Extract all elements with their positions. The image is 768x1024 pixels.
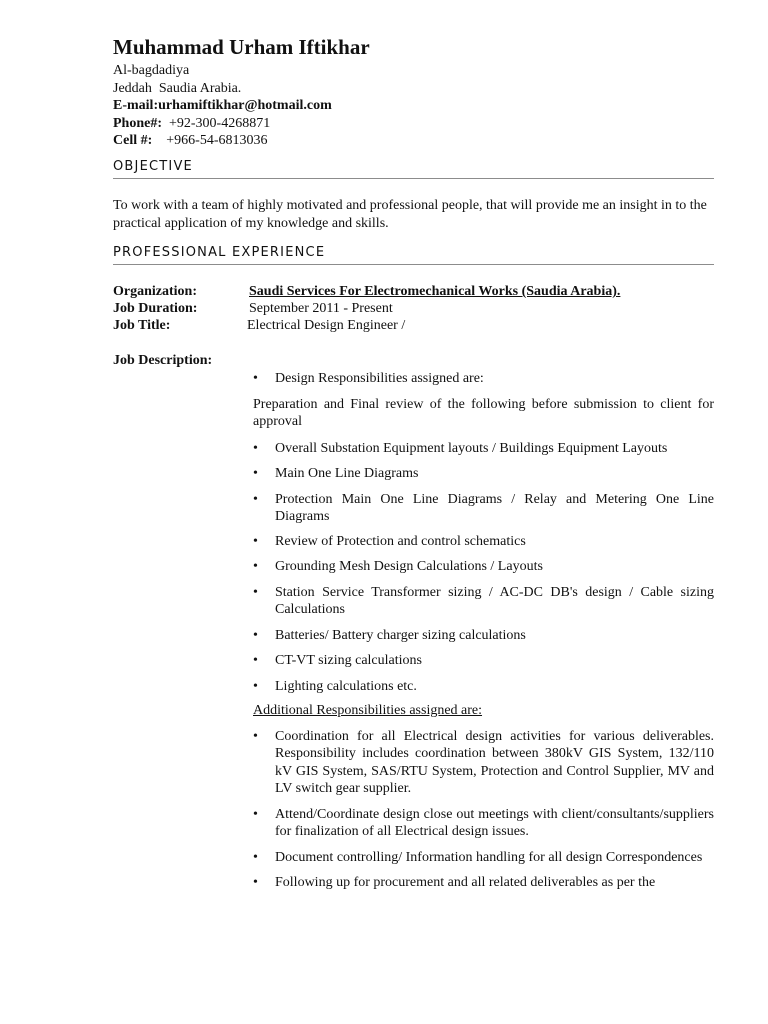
bullet-dot: •	[253, 584, 258, 600]
objective-text: To work with a team of highly motivated and professional people, that will provide me an insight in to the practical application of my knowledge and skills.	[113, 198, 707, 231]
cell-value: +966-54-6813036	[166, 133, 268, 148]
bullet-dot: •	[253, 627, 258, 643]
design-item	[253, 491, 714, 526]
address-line-2: Jeddah Saudia Arabia.	[113, 80, 242, 96]
email-line: E-mail:urhamiftikhar@hotmail.com	[113, 98, 332, 113]
address-line-1: Al-bagdadiya	[113, 63, 190, 78]
organization-value: Saudi Services For Electromechanical Works (Saudia Arabia).	[249, 284, 621, 299]
design-item-text: Batteries/ Battery charger sizing calculations	[275, 627, 526, 643]
organization-label: Organization:	[113, 284, 197, 299]
bullet-dot: •	[253, 491, 258, 507]
bullet-dot: •	[253, 678, 258, 694]
design-item	[253, 627, 714, 645]
bullet-dot: •	[253, 806, 258, 822]
design-item	[253, 678, 714, 696]
bullet-dot: •	[253, 466, 258, 481]
design-item-text: Lighting calculations etc.	[275, 678, 417, 694]
bullet-dot: •	[253, 440, 258, 456]
additional-item-text: Coordination for all Electrical design activities for various deliverables. Responsibility includes coordination between 380kV GIS System, 132/110 kV GIS System, SAS/RTU System, Protection and Control Supplier, MV and LV switch gear supplier.	[275, 728, 714, 796]
design-item	[253, 533, 714, 551]
design-item	[253, 465, 714, 483]
design-item-text: Station Service Transformer sizing / AC-DC DB's design / Cable sizing Calculations	[275, 584, 714, 617]
phone-line	[113, 115, 332, 133]
additional-item-text: Document controlling/ Information handling for all design Correspondences	[275, 849, 703, 865]
bullet-dot: •	[253, 533, 258, 549]
design-item	[253, 584, 714, 619]
duration-value: September 2011 - Present	[249, 301, 393, 316]
experience-heading: PROFESSIONAL EXPERIENCE	[113, 245, 714, 265]
additional-item	[253, 728, 714, 798]
phone-label: Phone#:	[113, 115, 162, 131]
job-description-label: Job Description:	[113, 353, 213, 368]
contact-block	[113, 62, 332, 150]
design-intro-text: Design Responsibilities assigned are:	[275, 371, 484, 386]
job-description	[253, 370, 714, 892]
design-item-text: CT-VT sizing calculations	[275, 653, 422, 668]
job-title-value: Electrical Design Engineer /	[247, 318, 406, 333]
additional-item-text: Attend/Coordinate design close out meetings with client/consultants/suppliers for finalization of all Electrical design issues.	[275, 806, 714, 839]
cell-label: Cell #:	[113, 133, 153, 148]
candidate-name: Muhammad Urham Iftikhar	[113, 35, 370, 59]
duration-label: Job Duration:	[113, 301, 198, 316]
bullet-dot: •	[253, 728, 258, 744]
design-item-text: Protection Main One Line Diagrams / Relay and Metering One Line Diagrams	[275, 491, 714, 524]
additional-item-text: Following up for procurement and all related deliverables as per the	[275, 875, 656, 890]
design-item	[253, 440, 714, 458]
cell-line	[113, 132, 332, 150]
bullet-dot: •	[253, 371, 258, 386]
bullet-dot: •	[253, 559, 258, 574]
job-title-label: Job Title:	[113, 318, 171, 333]
design-item-text: Main One Line Diagrams	[275, 466, 419, 481]
additional-item	[253, 806, 714, 841]
design-intro-item	[253, 370, 714, 388]
design-subtext: Preparation and Final review of the following before submission to client for approval	[253, 396, 714, 429]
design-item	[253, 652, 714, 670]
additional-item	[253, 874, 714, 892]
additional-heading: Additional Responsibilities assigned are:	[253, 703, 483, 718]
phone-value: +92-300-4268871	[169, 115, 271, 131]
additional-item	[253, 849, 714, 867]
design-item-text: Review of Protection and control schematics	[275, 533, 526, 549]
design-item-text: Overall Substation Equipment layouts / Buildings Equipment Layouts	[275, 440, 668, 456]
design-item	[253, 558, 714, 576]
bullet-dot: •	[253, 653, 258, 668]
objective-heading: OBJECTIVE	[113, 159, 714, 179]
design-item-text: Grounding Mesh Design Calculations / Layouts	[275, 559, 543, 574]
bullet-dot: •	[253, 875, 258, 890]
bullet-dot: •	[253, 849, 258, 865]
